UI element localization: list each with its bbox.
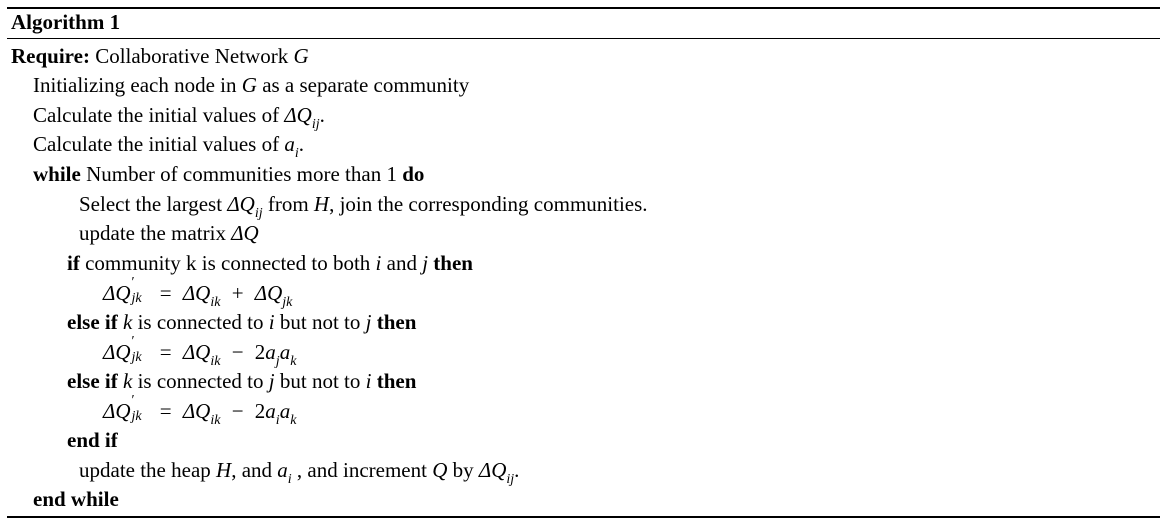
eq1-term1-subscript: ik [210,295,221,310]
top-rule [7,7,1160,9]
else-if-1-text: is connected to [137,310,264,334]
end-if-keyword: end if [67,428,118,452]
update-heap-mid1: , and [231,458,273,482]
select-heap-var: H [313,192,330,216]
eq2-equals: = [159,340,172,364]
select-line [79,190,648,219]
else-if-1-var-a: i [268,310,275,334]
if-and: and [386,251,417,275]
eq1-lhs-prime: ′ [131,275,135,290]
eq1-term2: ΔQ [254,281,283,305]
else-if-2-text: is connected to [137,369,264,393]
if-var-i: i [375,251,382,275]
require-line [11,42,309,71]
init-line [33,71,469,100]
eq3-lhs: ΔQ [103,399,131,423]
calc-a-line [33,130,304,159]
update-heap-line [79,456,519,485]
eq2-a1-subscript: j [275,354,280,369]
eq2-lhs-subscript: jk [131,350,142,365]
else-if-2-var-b: i [365,369,372,393]
else-if-1-keyword: else if [67,310,118,334]
update-heap-symbol: ΔQ [478,458,507,482]
update-heap-mid2: , and increment [296,458,427,482]
title-rule [7,38,1160,39]
calc-q-period: . [319,103,325,127]
eq3-lhs-prime: ′ [131,393,135,408]
eq3-a1-subscript: i [275,413,280,428]
init-var: G [241,73,257,97]
else-if-line-2 [67,367,416,396]
update-heap-var-a: a [277,458,288,482]
update-heap-period: . [514,458,520,482]
eq3-lhs-subscript: jk [131,409,142,424]
update-matrix-line [79,219,259,248]
equation-1 [103,275,293,310]
eq3-a2-subscript: k [290,413,297,428]
else-if-2-then-keyword: then [376,369,417,393]
equation-2 [103,334,297,369]
if-line [67,249,473,278]
else-if-2-var-a: j [268,369,275,393]
select-subscript: ij [254,206,263,221]
while-line [33,160,424,189]
eq2-a2-subscript: k [290,354,297,369]
eq1-lhs-subscript: jk [131,291,142,306]
while-condition: Number of communities more than 1 [86,162,397,186]
do-keyword: do [402,162,425,186]
require-keyword: Require: [11,44,90,68]
end-while-keyword: end while [33,487,119,511]
update-heap-var-h: H [216,458,232,482]
eq3-equals: = [159,399,172,423]
calc-a-symbol: a [284,132,295,156]
eq1-operator: + [231,281,244,305]
else-if-line-1 [67,308,416,337]
eq3-term1-subscript: ik [210,413,221,428]
if-var-j: j [422,251,429,275]
else-if-2-var-k: k [122,369,133,393]
select-text: Select the largest [79,192,223,216]
eq2-lhs-prime: ′ [131,334,135,349]
update-matrix-text: update the matrix [79,221,226,245]
bottom-rule [7,516,1160,518]
if-then-keyword: then [433,251,473,275]
select-text-after: , join the corresponding communities. [329,192,648,216]
if-text: community k is connected to both [85,251,371,275]
eq2-a1: a [265,340,276,364]
calc-q-subscript: ij [311,117,320,132]
calc-a-period: . [298,132,304,156]
select-symbol: ΔQ [227,192,255,216]
update-heap-text: update the heap [79,458,211,482]
eq1-term1: ΔQ [182,281,211,305]
update-heap-var-a-subscript: i [287,472,292,487]
else-if-2-mid: but not to [279,369,361,393]
update-matrix-symbol: ΔQ [231,221,259,245]
calc-q-symbol: ΔQ [284,103,312,127]
update-heap-by: by [452,458,474,482]
eq2-lhs: ΔQ [103,340,131,364]
update-heap-var-q: Q [432,458,448,482]
else-if-1-var-k: k [122,310,133,334]
calc-a-text: Calculate the initial values of [33,132,280,156]
else-if-2-keyword: else if [67,369,118,393]
eq3-operator: − [231,399,244,423]
eq3-a1: a [265,399,276,423]
equation-3 [103,393,297,428]
eq2-term1: ΔQ [182,340,211,364]
else-if-1-then-keyword: then [376,310,417,334]
algorithm-title: Algorithm 1 [11,10,121,34]
eq1-term2-subscript: jk [282,295,293,310]
eq2-term1-subscript: ik [210,354,221,369]
eq2-operator: − [231,340,244,364]
init-text-before: Initializing each node in [33,73,237,97]
init-text-after: as a separate community [262,73,470,97]
if-keyword: if [67,251,80,275]
eq1-equals: = [159,281,172,305]
while-keyword: while [33,162,81,186]
require-var: G [293,44,309,68]
eq3-term1: ΔQ [182,399,211,423]
update-heap-subscript: ij [506,472,515,487]
eq2-coefficient: 2 [254,340,266,364]
calc-q-text: Calculate the initial values of [33,103,280,127]
eq3-a2: a [279,399,291,423]
eq3-coefficient: 2 [254,399,266,423]
else-if-1-mid: but not to [279,310,361,334]
else-if-1-var-b: j [365,310,372,334]
calc-a-subscript: i [294,146,299,161]
select-from: from [267,192,309,216]
calc-q-line [33,101,325,130]
eq1-lhs: ΔQ [103,281,131,305]
require-text: Collaborative Network [95,44,289,68]
eq2-a2: a [279,340,291,364]
